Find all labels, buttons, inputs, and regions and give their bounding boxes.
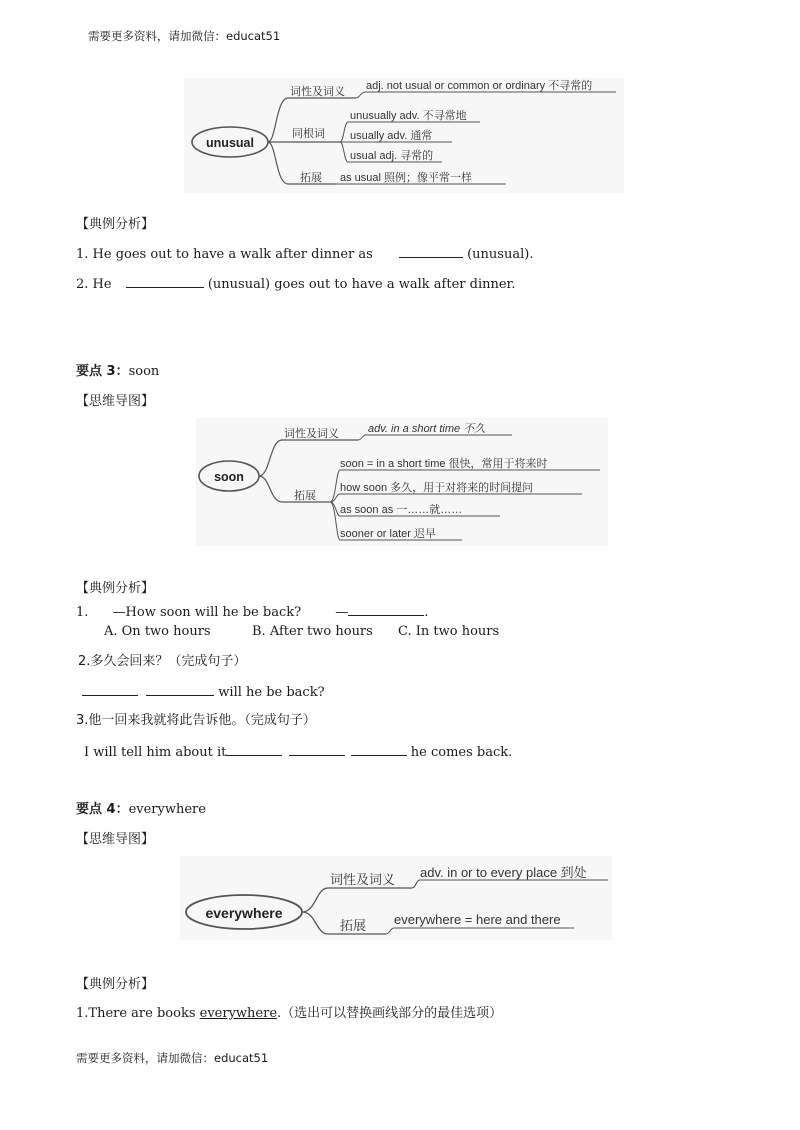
mindmap-pos-text: adj. not usual or common or ordinary 不寻常的 [366, 80, 593, 92]
mindmap-ext-label: 拓展 [294, 490, 316, 502]
section-title-word: everywhere [128, 802, 206, 817]
question-text: 2. He [76, 277, 112, 292]
example-heading: 【典例分析】 [76, 977, 155, 992]
answer-blank[interactable] [126, 275, 204, 288]
option-c[interactable]: C. In two hours [398, 624, 500, 639]
mindmap-root-item: usually adv. 通常 [350, 130, 433, 142]
page-header: 需要更多资料，请加微信：educat51 [88, 29, 281, 43]
mindmap-pos-text: adv. in or to every place 到处 [420, 865, 587, 880]
question-text: (unusual). [467, 247, 534, 262]
section-title-label: 要点 4： [76, 802, 129, 817]
mindmap-ext-item: sooner or later 迟早 [340, 528, 436, 540]
question-3-prompt: 3.他一回来我就将此告诉他。（完成句子） [76, 713, 316, 728]
question-dash: — [335, 605, 349, 620]
question-3-answer [84, 743, 512, 761]
question-text: he comes back. [410, 745, 513, 760]
mindmap-center-text: unusual [206, 136, 254, 150]
example-heading: 【典例分析】 [76, 581, 155, 596]
mindmap-pos-text: adv. in a short time 不久 [368, 423, 486, 435]
mindmap-heading: 【思维导图】 [76, 394, 155, 409]
page-footer: 需要更多资料，请加微信：educat51 [76, 1051, 269, 1065]
answer-blank[interactable] [82, 683, 138, 696]
answer-blank[interactable] [348, 603, 424, 616]
question-text: —How soon will he be back? [112, 605, 302, 620]
mindmap-everywhere [180, 856, 612, 940]
section-title-word: soon [128, 364, 160, 379]
question-2-answer [82, 683, 325, 701]
mindmap-pos-label: 词性及词义 [290, 86, 345, 98]
mindmap-pos-label: 词性及词义 [284, 428, 339, 440]
mindmap-ext-label: 拓展 [340, 918, 367, 933]
mindmap-root-item: unusually adv. 不寻常地 [350, 110, 467, 122]
mindmap-center-text: soon [214, 470, 244, 484]
question-2 [76, 275, 515, 293]
mindmap-soon [196, 418, 608, 546]
underlined-word: everywhere [199, 1006, 278, 1021]
question-text: 1.There are books [76, 1006, 200, 1021]
section-title-label: 要点 3： [76, 364, 129, 379]
mindmap-ext-item: how soon 多久，用于对将来的时间提问 [340, 482, 534, 494]
mindmap-center-text: everywhere [205, 905, 283, 921]
question-2-prompt: 2.多久会回来？（完成句子） [78, 654, 247, 669]
question-text: will he be back? [218, 685, 325, 700]
question-end: . [424, 605, 429, 620]
section-title [76, 802, 206, 818]
mindmap-ext-item: everywhere = here and there [394, 912, 561, 927]
mindmap-pos-label: 词性及词义 [330, 872, 396, 887]
section-title [76, 364, 159, 380]
answer-blank[interactable] [399, 245, 463, 258]
answer-blank[interactable] [226, 743, 282, 756]
question-text: .（选出可以替换画线部分的最佳选项） [277, 1006, 503, 1021]
question-1 [76, 603, 428, 621]
mindmap-unusual [184, 78, 624, 193]
mindmap-ext-label: 拓展 [300, 172, 322, 184]
question-number: 1. [76, 605, 89, 620]
mindmap-ext-item: as usual 照例；像平常一样 [340, 172, 473, 184]
question-1 [76, 245, 533, 263]
example-heading: 【典例分析】 [76, 217, 155, 232]
option-a[interactable]: A. On two hours [104, 624, 211, 639]
answer-blank[interactable] [351, 743, 407, 756]
mindmap-ext-item: soon = in a short time 很快，常用于将来时 [340, 458, 548, 470]
mindmap-ext-item: as soon as 一……就…… [340, 504, 463, 516]
mindmap-root-label: 同根词 [292, 128, 325, 140]
option-b[interactable]: B. After two hours [252, 624, 373, 639]
answer-blank[interactable] [289, 743, 345, 756]
question-1 [76, 1006, 502, 1022]
mindmap-root-item: usual adj. 寻常的 [350, 150, 434, 162]
question-text: 1. He goes out to have a walk after dinner as [76, 247, 373, 262]
question-text: (unusual) goes out to have a walk after dinner. [207, 277, 516, 292]
mindmap-heading: 【思维导图】 [76, 832, 155, 847]
answer-blank[interactable] [146, 683, 214, 696]
question-text: I will tell him about it [84, 745, 227, 760]
